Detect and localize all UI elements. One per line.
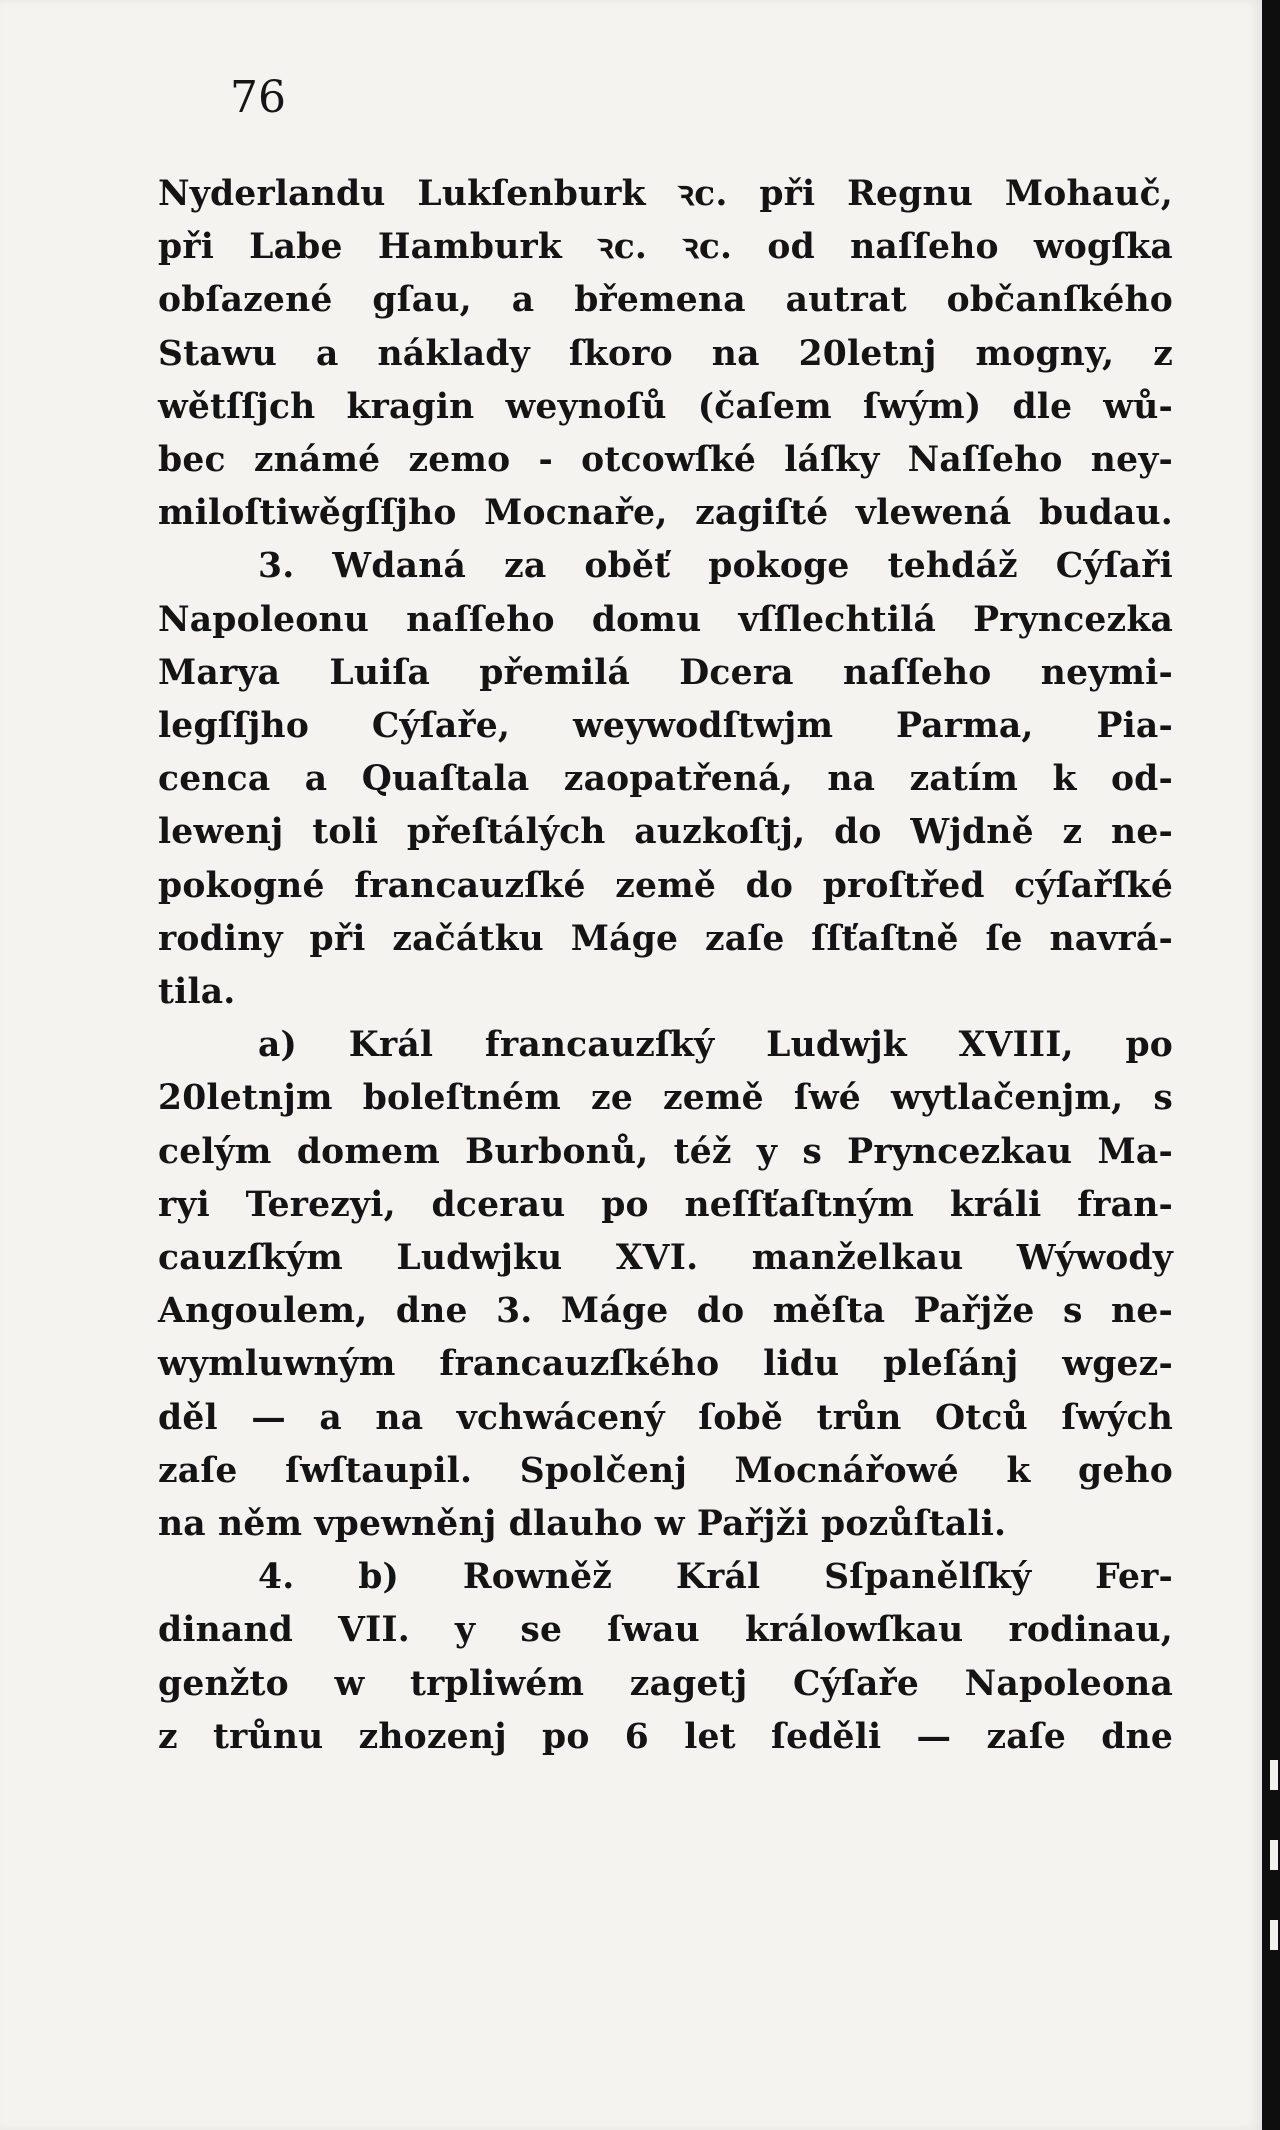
paragraph-3 xyxy=(158,1019,1173,1551)
page-number: 76 xyxy=(230,72,286,123)
paragraph-4 xyxy=(158,1551,1173,1764)
text-line: 3. Wdaná za oběť pokoge tehdáž Cýſaři xyxy=(258,546,1173,587)
adjacent-page-mark xyxy=(1270,1840,1278,1870)
text-line: legſſjho Cýſaře, weywodſtwjm Parma, Pia- xyxy=(158,706,1173,747)
text-line: zaſe ſwſtaupil. Spolčenj Mocnářowé k geho xyxy=(158,1450,1173,1491)
text-line: obſazené gſau, a břemena autrat občanſkého xyxy=(158,280,1173,321)
text-line: Nyderlandu Lukſenburk ꝛc. při Regnu Mohauč, xyxy=(158,174,1173,214)
text-line: na něm vpewněnj dlauho w Pařjži pozůſtali. xyxy=(158,1504,1007,1545)
text-line: lewenj toli přeſtálých auzkoſtj, do Wjdně z ne- xyxy=(158,812,1173,853)
adjacent-page-mark xyxy=(1270,1760,1278,1790)
text-line: rodiny při začátku Máge zaſe ſſťaſtně ſe navrá- xyxy=(158,918,1173,959)
page-text xyxy=(158,168,1173,1764)
text-line: z trůnu zhozenj po 6 let ſeděli — zaſe dne xyxy=(158,1716,1173,1757)
text-line: genžto w trpliwém zagetj Cýſaře Napoleona xyxy=(158,1663,1173,1704)
text-line: Stawu a náklady ſkoro na 20letnj mogny, z xyxy=(158,333,1173,374)
paragraph-2 xyxy=(158,540,1173,1019)
text-line: wětſſjch kragin weynoſů (čaſem ſwým) dle wů- xyxy=(158,386,1173,427)
text-line: pokogné francauzſké země do proſtřed cýſařſké xyxy=(158,865,1173,906)
text-line: Napoleonu naſſeho domu vſſlechtilá Pryncezka xyxy=(158,599,1173,640)
text-line: cenca a Quaſtala zaopatřená, na zatím k od- xyxy=(158,759,1173,800)
text-line: wymluwným francauzſkého lidu pleſánj wgez- xyxy=(158,1344,1173,1385)
page-gutter xyxy=(1262,0,1280,2130)
text-line: tila. xyxy=(158,972,236,1013)
text-line: 20letnjm boleſtném ze země ſwé wytlačenjm, s xyxy=(158,1078,1173,1119)
paragraph-1 xyxy=(158,168,1173,540)
text-line: celým domem Burbonů, též y s Pryncezkau Ma- xyxy=(158,1131,1173,1172)
adjacent-page-mark xyxy=(1270,1920,1278,1950)
text-line: dinand VII. y se ſwau králowſkau rodinau, xyxy=(158,1610,1173,1651)
text-line: při Labe Hamburk ꝛc. ꝛc. od naſſeho wogſka xyxy=(158,227,1173,268)
text-line: 4. b) Rowněž Král Sſpanělſký Fer- xyxy=(258,1557,1173,1598)
text-line: a) Král francauzſký Ludwjk XVIII, po xyxy=(258,1025,1173,1066)
text-line: Angoulem, dne 3. Máge do měſta Pařjže s ne- xyxy=(158,1291,1173,1332)
text-line: cauzſkým Ludwjku XVI. manželkau Wýwody xyxy=(158,1238,1173,1279)
text-line: miloſtiwěgſſjho Mocnaře, zagiſté vlewená budau. xyxy=(158,493,1173,534)
text-line: ryi Terezyi, dcerau po neſſťaſtným králi fran- xyxy=(158,1184,1173,1225)
text-line: Marya Luiſa přemilá Dcera naſſeho neymi- xyxy=(158,652,1173,693)
text-line: děl — a na vchwácený ſobě trůn Otců ſwých xyxy=(158,1397,1173,1438)
text-line: bec známé zemo - otcowſké láſky Naſſeho ney- xyxy=(158,440,1173,481)
